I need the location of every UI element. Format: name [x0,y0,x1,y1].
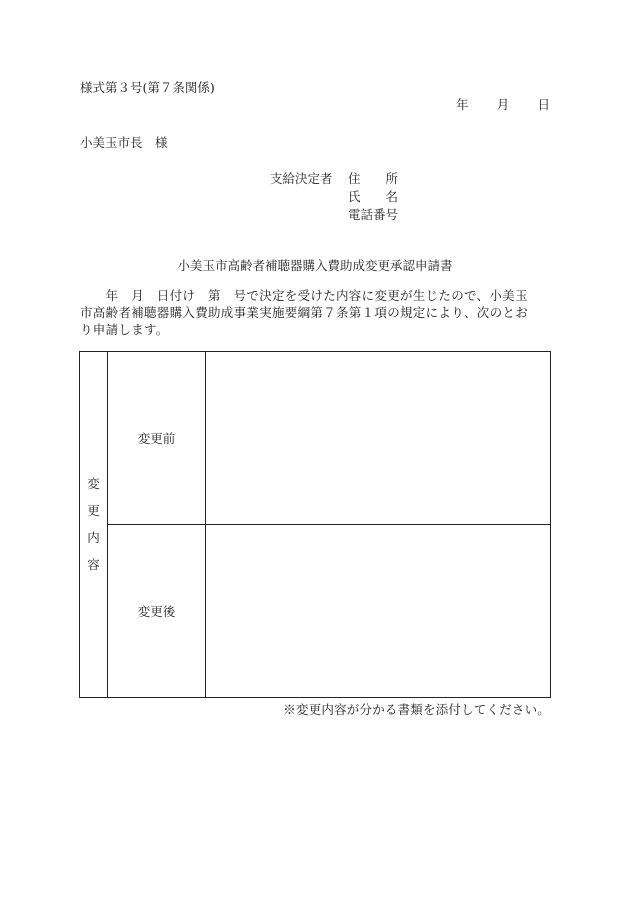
row-after-field[interactable] [212,533,542,688]
vertical-label-char: 更 [87,503,100,518]
addressee: 小美玉市長 様 [80,135,168,150]
applicant-name-label: 氏 名 [348,189,399,204]
applicant-role-label: 支給決定者 [270,171,333,186]
footnote: ※変更内容が分かる書類を添付してください。 [283,702,550,717]
applicant-phone-label: 電話番号 [348,207,399,222]
body-paragraph [80,287,550,338]
table-divider [107,524,551,525]
body-line: り申請します。 [80,322,169,337]
document-title: 小美玉市高齢者補聴器購入費助成変更承認申請書 [177,258,453,273]
form-number: 様式第３号(第７条関係) [80,80,215,95]
body-line: 年 月 日付け 第 号で決定を受けた内容に変更が生じたので、小美玉 [80,288,528,303]
row-before-label: 変更前 [137,431,176,446]
date-line [456,97,550,113]
vertical-label-char: 内 [87,530,100,545]
applicant-address-label: 住 所 [348,171,399,186]
date-year-label: 年 [456,97,469,112]
vertical-label-char: 変 [87,476,100,491]
date-day-label: 日 [537,97,550,112]
date-month-label: 月 [496,97,510,112]
vertical-label-char: 容 [87,557,100,572]
row-before-field[interactable] [212,360,542,515]
row-after-label: 変更後 [137,604,176,619]
body-line: 市高齢者補聴器購入費助成事業実施要綱第７条第１項の規定により、次のとお [80,305,529,320]
